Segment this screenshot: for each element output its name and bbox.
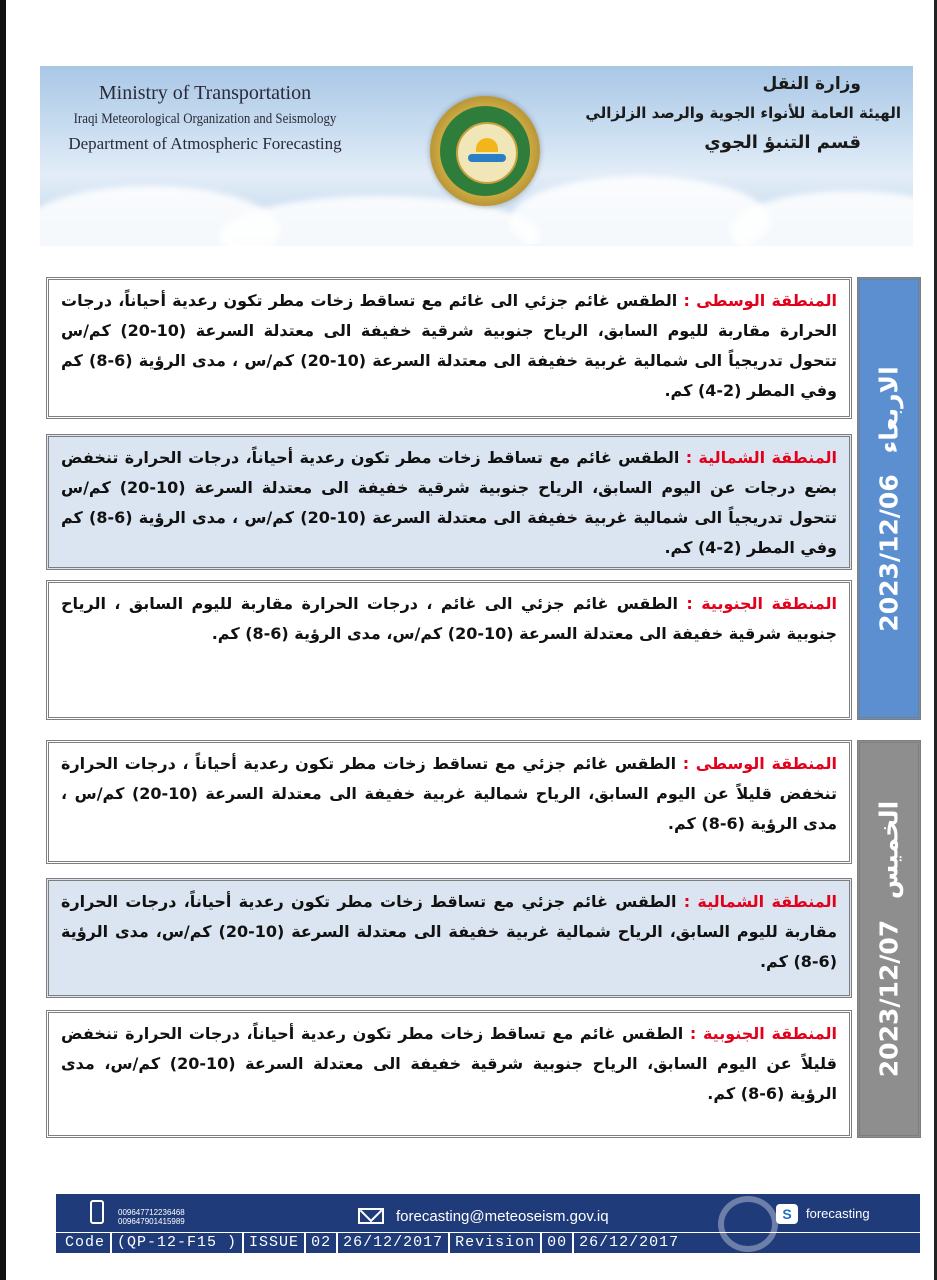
phone-2: 009647901415989 <box>118 1217 185 1226</box>
forecast-text: المنطقة الجنوبية : الطقس غائم مع تساقط زخات مطر تكون رعدية أحياناً، درجات الحرارة تنخفض قليلاً عن اليوم السابق، الرياح جنوبية شرقية خفيفة الى معتدلة السرعة (10-20) كم/س، مدى الرؤية (6-8) كم. <box>61 1024 837 1103</box>
forecast-day1-central <box>46 277 852 419</box>
region-label: المنطقة الجنوبية : <box>686 594 837 613</box>
forecast-text: المنطقة الوسطى : الطقس غائم جزئي الى غائم مع تساقط زخات مطر تكون رعدية أحياناً، درجات الحرارة مقاربة لليوم السابق، الرياح جنوبية شرقية خفيفة الى معتدلة السرعة (10-20) كم/س تتحول تدريجياً الى شمالية غربية خفيفة الى معتدلة السرعة (10-20) كم/س ، مدى الرؤية (6-8) كم وفي المطر (2-4) كم. <box>61 291 838 400</box>
day2-sidebar <box>857 740 921 1138</box>
phone-icon <box>90 1200 104 1224</box>
day1-sidebar <box>857 277 921 720</box>
mail-icon <box>358 1208 384 1224</box>
ministry-name-ar: وزارة النقل <box>762 74 861 94</box>
forecast-day2-central <box>46 740 852 864</box>
watermark-logo-icon <box>718 1196 778 1252</box>
day2-date: 2023/12/07 <box>874 919 904 1078</box>
skype-handle[interactable]: forecasting <box>806 1206 870 1221</box>
region-label: المنطقة الشمالية : <box>685 448 837 467</box>
header-arabic <box>585 74 901 153</box>
organization-name-en: Iraqi Meteorological Organization and Seismology <box>73 111 337 127</box>
phone-1: 009647712236468 <box>118 1208 185 1217</box>
footer-document-code <box>56 1232 920 1253</box>
day1-name: الاربعاء <box>874 365 904 454</box>
forecast-text: المنطقة الوسطى : الطقس غائم جزئي مع تساقط زخات مطر تكون رعدية أحياناً ، درجات الحرارة تنخفض قليلاً عن اليوم السابق، الرياح شمالية غربية خفيفة الى معتدلة السرعة (10-20) كم/س ، مدى الرؤية (6-8) كم. <box>61 754 837 833</box>
department-name-en: Department of Atmospheric Forecasting <box>68 134 342 153</box>
forecast-text: المنطقة الجنوبية : الطقس غائم جزئي الى غائم ، درجات الحرارة مقاربة لليوم السابق ، الرياح جنوبية شرقية خفيفة الى معتدلة السرعة (10-20) كم/س، مدى الرؤية (6-8) كم. <box>61 594 837 643</box>
forecast-day2-south <box>46 1010 852 1138</box>
issue-value: 02 <box>306 1233 338 1253</box>
forecast-text: المنطقة الشمالية : الطقس غائم جزئي مع تساقط زخات مطر تكون رعدية أحياناً، درجات الحرارة مقاربة لليوم السابق، الرياح شمالية غربية خفيفة الى معتدلة السرعة (10-20) كم/س، مدى الرؤية (6-8) كم. <box>61 892 838 971</box>
footer-contacts <box>56 1194 920 1232</box>
region-label: المنطقة الوسطى : <box>682 754 837 773</box>
forecast-text: المنطقة الشمالية : الطقس غائم مع تساقط زخات مطر تكون رعدية أحياناً، درجات الحرارة تنخفض بضع درجات عن اليوم السابق، الرياح جنوبية شرقية خفيفة الى معتدلة السرعة (10-20) كم/س تتحول تدريجياً الى شمالية غربية خفيفة الى معتدلة السرعة (10-20) كم/س ، مدى الرؤية (6-8) كم وفي المطر (2-4) كم. <box>61 448 838 557</box>
forecast-day2-north <box>46 878 852 998</box>
header-english <box>40 80 370 154</box>
skype-icon: S <box>776 1204 798 1224</box>
seal-logo-icon <box>430 96 540 206</box>
ministry-name-en: Ministry of Transportation <box>98 82 312 104</box>
revision-label: Revision <box>450 1233 542 1253</box>
page-edge-left <box>0 0 6 1280</box>
day1-label <box>875 360 904 637</box>
code-label: Code <box>60 1233 112 1253</box>
header-banner <box>40 66 913 246</box>
day1-date: 2023/12/06 <box>874 473 904 632</box>
code-value: (QP-12-F15 ) <box>112 1233 244 1253</box>
organization-name-ar: الهيئة العامة للأنواء الجوية والرصد الزلزالي <box>585 104 901 122</box>
revision-date: 26/12/2017 <box>579 1234 680 1251</box>
region-label: المنطقة الشمالية : <box>683 892 838 911</box>
day2-label <box>875 795 904 1083</box>
phone-numbers <box>118 1208 185 1226</box>
email-link[interactable]: forecasting@meteoseism.gov.iq <box>396 1208 609 1225</box>
issue-date: 26/12/2017 <box>338 1233 450 1253</box>
department-name-ar: قسم التنبؤ الجوي <box>704 132 861 153</box>
region-label: المنطقة الجنوبية : <box>689 1024 837 1043</box>
region-label: المنطقة الوسطى : <box>683 291 838 310</box>
day2-name: الخميس <box>874 800 904 900</box>
revision-value: 00 <box>542 1233 574 1253</box>
forecast-day1-south <box>46 580 852 720</box>
forecast-day1-north <box>46 434 852 570</box>
issue-label: ISSUE <box>244 1233 306 1253</box>
